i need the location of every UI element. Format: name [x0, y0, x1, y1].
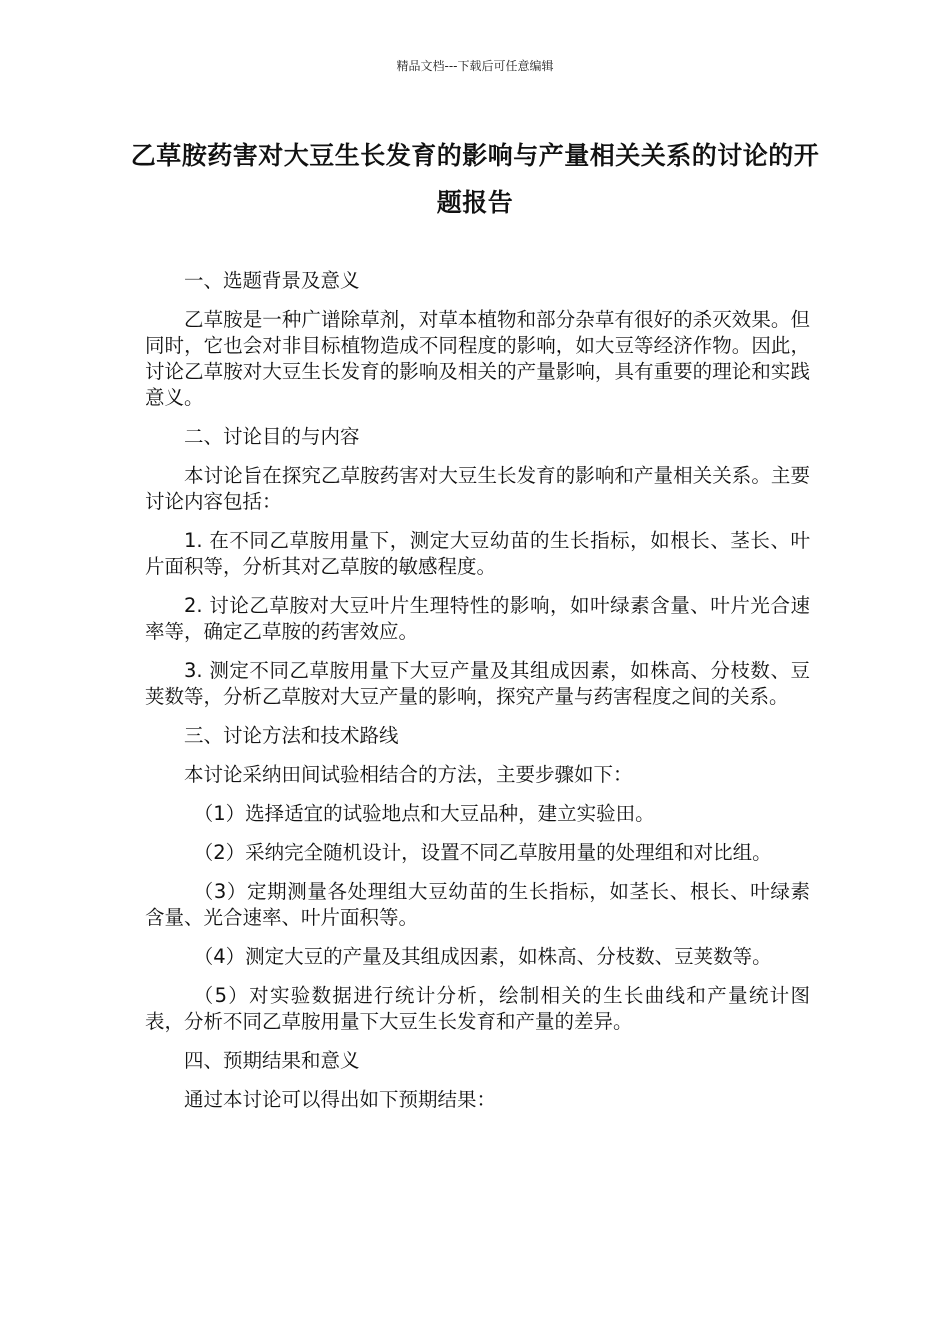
list-item: 1. 在不同乙草胺用量下，测定大豆幼苗的生长指标，如根长、茎长、叶片面积等，分析其对乙草胺的敏感程度。 [145, 529, 810, 578]
method-step: （1）选择适宜的试验地点和大豆品种，建立实验田。 [193, 802, 655, 825]
document-body [145, 268, 810, 1126]
section-heading: 四、预期结果和意义 [184, 1049, 360, 1072]
body-paragraph: 乙草胺是一种广谱除草剂，对草本植物和部分杂草有很好的杀灭效果。但同时，它也会对非目标植物造成不同程度的影响，如大豆等经济作物。因此，讨论乙草胺对大豆生长发育的影响及相关的产量影响，具有重要的理论和实践意义。 [145, 308, 810, 409]
method-step: （5）对实验数据进行统计分析，绘制相关的生长曲线和产量统计图表，分析不同乙草胺用量下大豆生长发育和产量的差异。 [145, 984, 810, 1033]
page-header: 精品文档---下载后可任意编辑 [396, 59, 554, 73]
section-heading: 一、选题背景及意义 [184, 269, 360, 292]
body-paragraph: 本讨论旨在探究乙草胺药害对大豆生长发育的影响和产量相关关系。主要讨论内容包括： [145, 464, 810, 513]
body-paragraph: 通过本讨论可以得出如下预期结果： [184, 1088, 497, 1111]
method-step: （4）测定大豆的产量及其组成因素，如株高、分枝数、豆荚数等。 [193, 945, 772, 968]
section-heading: 三、讨论方法和技术路线 [184, 724, 399, 747]
document-title: 乙草胺药害对大豆生长发育的影响与产量相关关系的讨论的开题报告 [130, 141, 820, 217]
body-paragraph: 本讨论采纳田间试验相结合的方法，主要步骤如下： [184, 763, 633, 786]
method-step: （3）定期测量各处理组大豆幼苗的生长指标，如茎长、根长、叶绿素含量、光合速率、叶片面积等。 [145, 880, 810, 929]
section-heading: 二、讨论目的与内容 [184, 425, 360, 448]
method-step: （2）采纳完全随机设计，设置不同乙草胺用量的处理组和对比组。 [193, 841, 772, 864]
list-item: 2. 讨论乙草胺对大豆叶片生理特性的影响，如叶绿素含量、叶片光合速率等，确定乙草胺的药害效应。 [145, 594, 810, 643]
list-item: 3. 测定不同乙草胺用量下大豆产量及其组成因素，如株高、分枝数、豆荚数等，分析乙草胺对大豆产量的影响，探究产量与药害程度之间的关系。 [145, 659, 810, 708]
